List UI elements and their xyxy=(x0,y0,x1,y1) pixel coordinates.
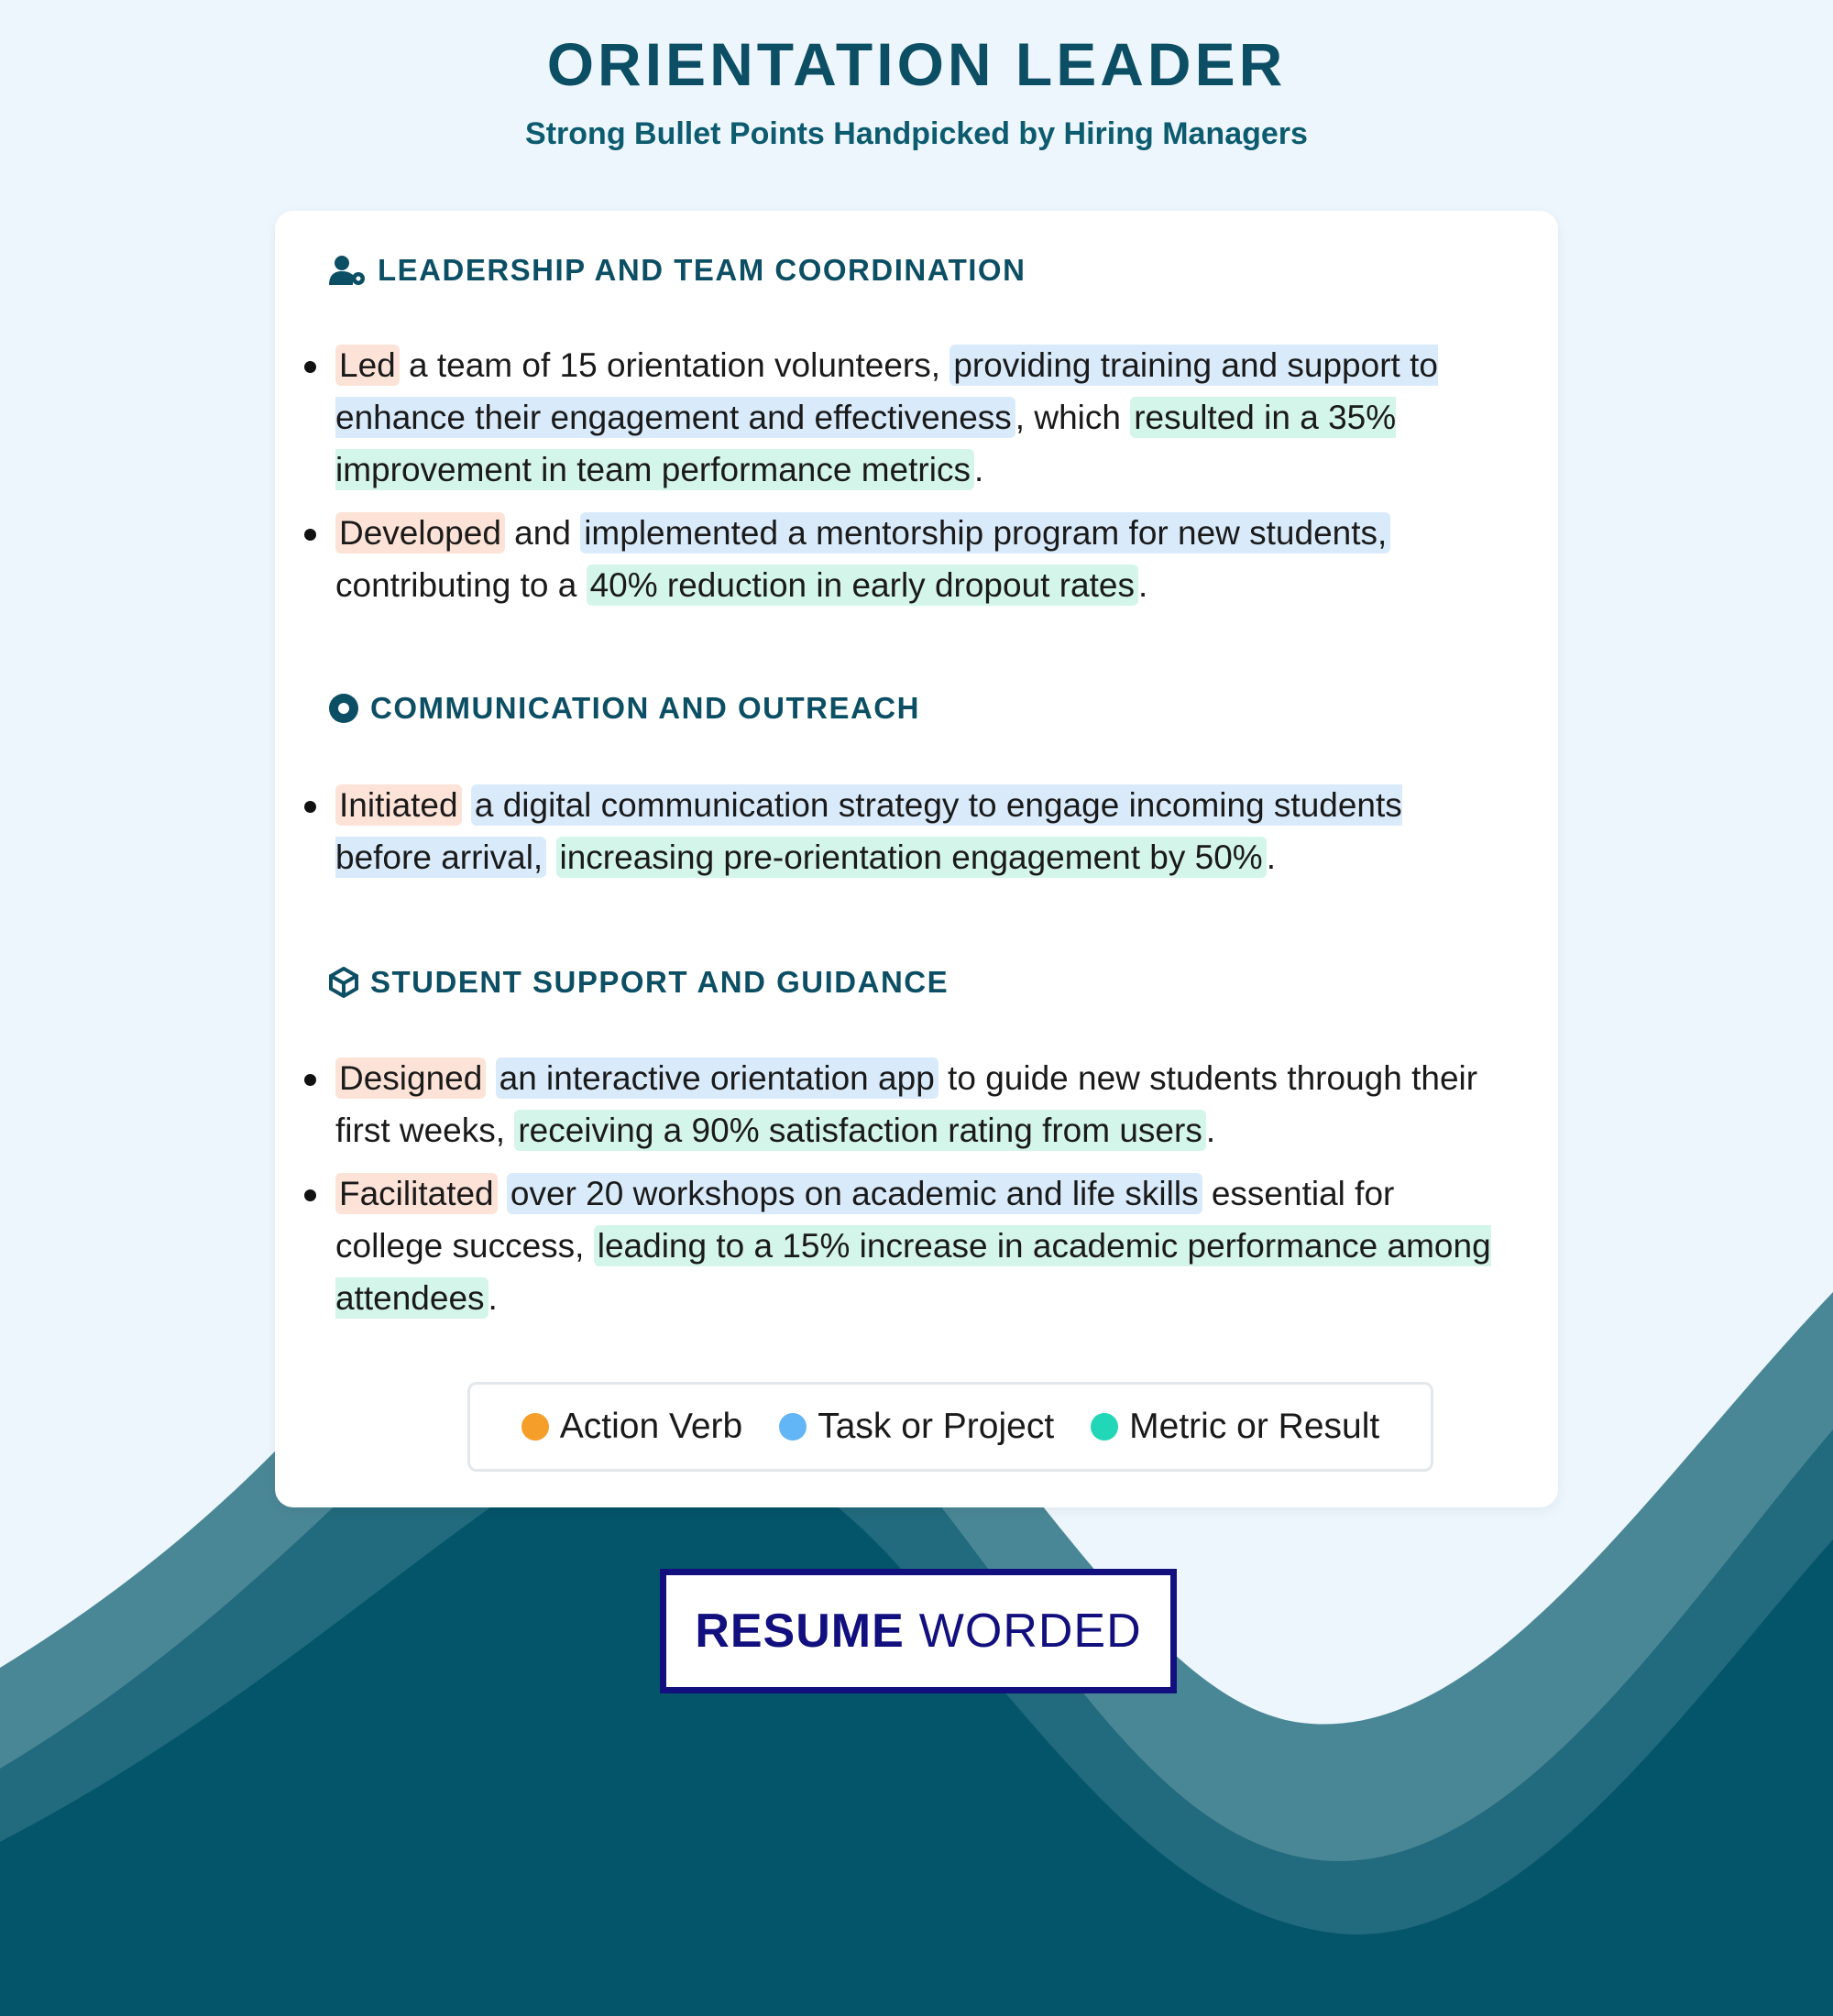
bullet-text: . xyxy=(1205,1112,1216,1149)
bullet-text: contributing to a xyxy=(335,566,587,604)
bullet-text xyxy=(546,838,555,876)
page-title: ORIENTATION LEADER xyxy=(546,30,1287,98)
logo-light-text: WORDED xyxy=(918,1605,1142,1658)
highlight-action: Facilitated xyxy=(335,1173,498,1214)
bullet-text: . xyxy=(973,451,984,488)
bullet-text xyxy=(498,1175,507,1212)
resume-worded-logo xyxy=(660,1569,1177,1693)
legend-label: Metric or Result xyxy=(1129,1407,1380,1446)
bullet-item xyxy=(275,339,1499,496)
highlight-action: Led xyxy=(335,345,400,386)
blue-dot-icon xyxy=(779,1413,807,1441)
legend-item-metric xyxy=(1091,1407,1379,1447)
bullet-points-card xyxy=(275,211,1558,1507)
section-title: COMMUNICATION AND OUTREACH xyxy=(370,691,920,725)
highlight-legend xyxy=(467,1382,1433,1472)
bullet-text: , which xyxy=(1015,399,1131,436)
bullet-item xyxy=(275,507,1499,611)
cube-icon xyxy=(328,962,368,1003)
bullet-text: . xyxy=(488,1279,498,1317)
bullet-item xyxy=(275,779,1499,883)
highlight-metric: receiving a 90% satisfaction rating from users xyxy=(514,1110,1206,1151)
bullet-text: and xyxy=(504,514,581,552)
bullet-text xyxy=(486,1059,495,1097)
highlight-action: Initiated xyxy=(335,784,462,826)
highlight-action: Designed xyxy=(335,1057,486,1099)
bullet-item xyxy=(275,1167,1499,1324)
section-header-leadership xyxy=(328,247,1026,293)
legend-label: Action Verb xyxy=(559,1407,743,1446)
page-header xyxy=(0,27,1833,156)
highlight-task: a digital communication strategy to engage incoming students before arrival, xyxy=(335,786,1402,876)
highlight-metric: leading to a 15% increase in academic performance among attendees xyxy=(335,1227,1491,1317)
section-header-student-support xyxy=(328,959,949,1005)
user-gear-icon xyxy=(328,250,368,290)
logo-bold-text: RESUME xyxy=(695,1605,905,1658)
highlight-metric: 40% reduction in early dropout rates xyxy=(587,564,1138,606)
highlight-task: an interactive orientation app xyxy=(496,1057,938,1099)
teal-dot-icon xyxy=(1091,1413,1118,1441)
section-title: LEADERSHIP AND TEAM COORDINATION xyxy=(378,253,1026,287)
bullet-text xyxy=(462,786,471,824)
bullet-text: to guide new students through their first weeks, xyxy=(335,1059,1478,1149)
highlight-task: over 20 workshops on academic and life skills xyxy=(507,1173,1202,1214)
section-header-communication xyxy=(328,685,920,731)
page-subtitle: Strong Bullet Points Handpicked by Hiring Managers xyxy=(525,116,1308,151)
bullet-item xyxy=(275,1052,1499,1156)
legend-item-task xyxy=(779,1407,1054,1447)
highlight-task: implemented a mentorship program for new students, xyxy=(580,512,1390,553)
bullet-list xyxy=(275,339,1499,622)
orange-dot-icon xyxy=(521,1413,549,1441)
bullet-text: . xyxy=(1137,566,1148,604)
bullet-text: . xyxy=(1266,838,1276,876)
highlight-metric: resulted in a 35% improvement in team performance metrics xyxy=(335,399,1397,488)
highlight-metric: increasing pre-orientation engagement by 50% xyxy=(556,837,1267,878)
bullet-list xyxy=(275,1052,1499,1335)
highlight-task: providing training and support to enhance their engagement and effectiveness xyxy=(335,346,1438,436)
bullet-text: essential for college success, xyxy=(335,1175,1395,1265)
bullet-text: a team of 15 orientation volunteers, xyxy=(399,346,950,384)
highlight-action: Developed xyxy=(335,512,505,553)
legend-item-action-verb xyxy=(521,1407,742,1447)
section-title: STUDENT SUPPORT AND GUIDANCE xyxy=(370,965,949,999)
target-circle-icon xyxy=(328,688,368,729)
bullet-list xyxy=(275,779,1499,894)
legend-label: Task or Project xyxy=(818,1407,1055,1446)
